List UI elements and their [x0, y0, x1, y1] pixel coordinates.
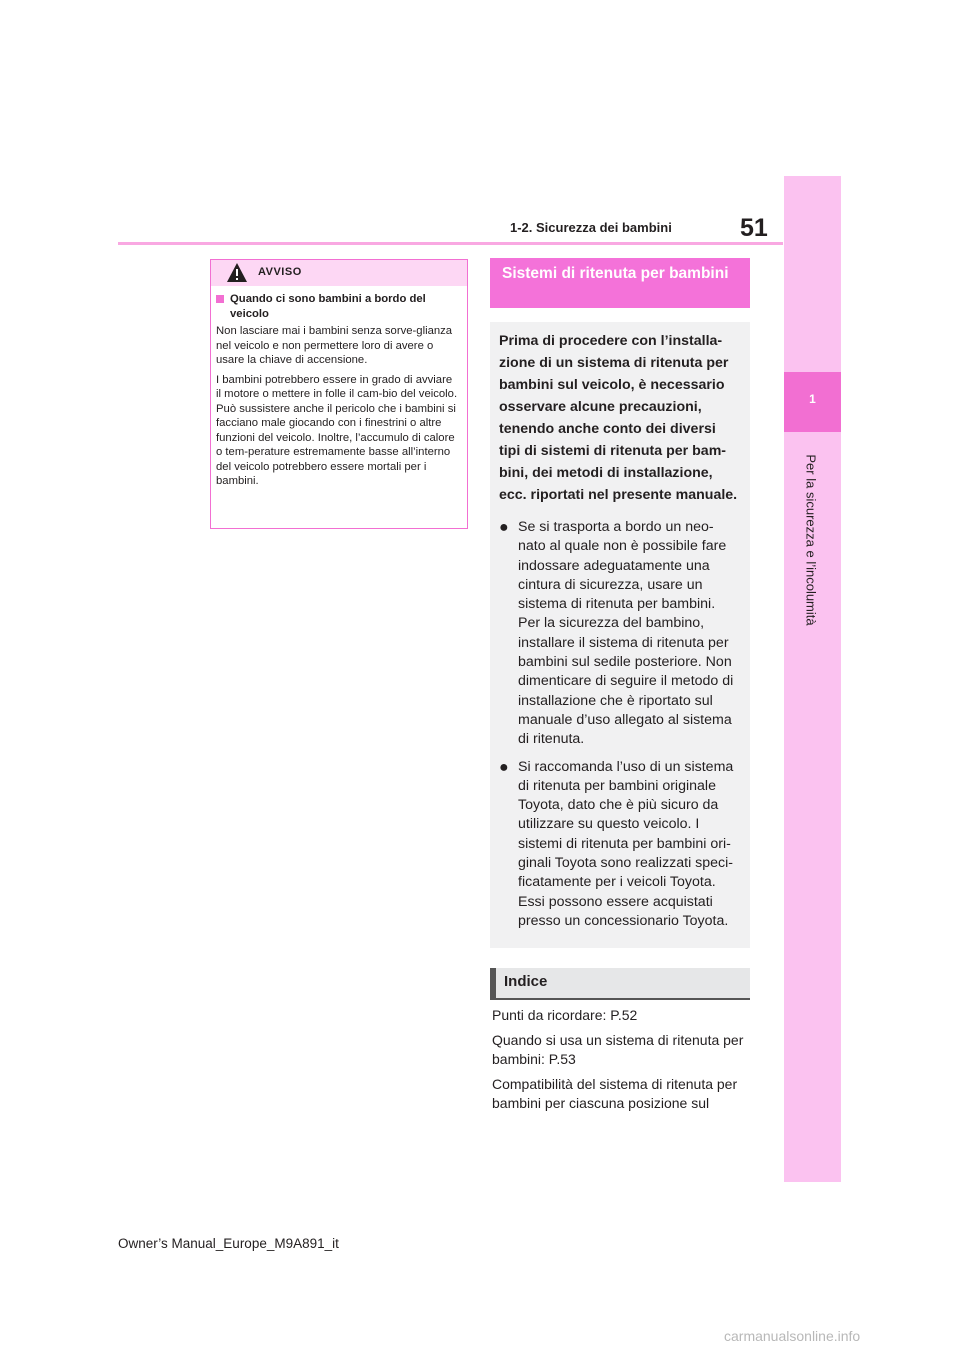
index-link[interactable]: Compatibilità del sistema di ritenuta per bambini per ciascuna posizione sul	[492, 1075, 738, 1111]
warning-header	[211, 260, 467, 286]
watermark: carmanualsonline.info	[724, 1328, 861, 1344]
index-link[interactable]: Punti da ricordare: P.52	[492, 1007, 638, 1023]
warning-item-title: Quando ci sono bambini a bordo del veicolo	[230, 293, 426, 320]
index-link[interactable]: Quando si usa un sistema di ritenuta per bambini: P.53	[492, 1031, 744, 1067]
index-list	[492, 1006, 754, 1119]
header-rule	[118, 242, 783, 245]
intro-box	[490, 322, 750, 948]
chapter-number: 1	[809, 392, 816, 406]
section-header: 1-2. Sicurezza dei bambini	[510, 220, 672, 235]
warning-paragraph: I bambini potrebbero essere in grado di avviare il motore o mettere in folle il cam-bio del veicolo. Può sussistere anche il pericolo che i bambini si facciano male giocando con i finestrini o altre funzioni del veicolo. Inoltre, l’accumulo di calore o tem-perature estremamente basse all’interno del veicolo potrebbero essere mortali per i bambini.	[216, 373, 458, 487]
index-heading: Indice	[490, 968, 750, 1000]
footer-manual-id: Owner’s Manual_Europe_M9A891_it	[118, 1236, 339, 1251]
square-bullet-icon	[216, 295, 224, 303]
bullet-dot-icon: ●	[499, 758, 509, 776]
page-number: 51	[740, 214, 768, 242]
chapter-title-vertical: Per la sicurezza e l’incolumità	[803, 454, 819, 626]
warning-title: AVVISO	[258, 266, 302, 278]
chapter-side-tab	[784, 176, 841, 1182]
bullet-dot-icon: ●	[499, 519, 509, 536]
section-heading-child-restraint: Sistemi di ritenuta per bambini	[490, 258, 750, 308]
warning-triangle-icon	[226, 262, 248, 283]
bullet-text: Se si trasporta a bordo un neo-nato al quale non è possibile fare indossare adeguatamente una cintura di sicurezza, usare un sistema di ritenuta per bambini. Per la sicurezza del bambino, installare il sistema di ritenuta per bambini sul sedile posteriore. Non dimenticare di seguire il metodo di installazione che è riportato sul manuale d’uso allegato al sistema di ritenuta.	[518, 519, 734, 748]
list-item	[499, 758, 740, 932]
bullet-text: Si raccomanda l’uso di un sistema di ritenuta per bambini originale Toyota, dato che è più sicuro da utilizzare su questo veicolo. I sistemi di ritenuta per bambini ori-ginali Toyota sono realizzati speci-ficatamente per i veicoli Toyota. Essi possono essere acquistati presso un concessionario Toyota.	[518, 758, 734, 929]
warning-content	[216, 292, 460, 494]
warning-paragraph: Non lasciare mai i bambini senza sorve-glianza nel veicolo e non permettere loro di avere o usare la chiave di accensione.	[216, 325, 453, 366]
list-item	[499, 518, 740, 750]
intro-text: Prima di procedere con l’installa-zione di un sistema di ritenuta per bambini sul veicolo, è necessario osservare alcune precauzioni, tenendo anche conto dei diversi tipi di sistemi di ritenuta per bam-bini, dei metodi di installazione, ecc. riportati nel presente manuale.	[499, 333, 738, 503]
warning-item	[216, 292, 460, 321]
